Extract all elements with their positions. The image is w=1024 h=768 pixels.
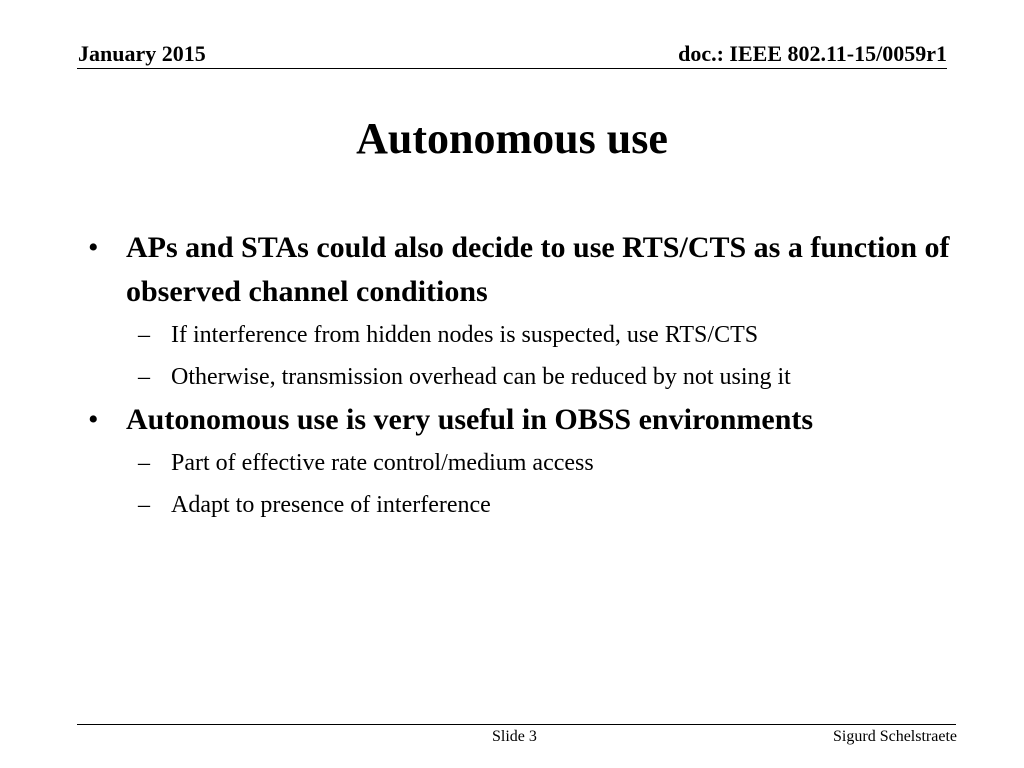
header-date: January 2015 [78,41,206,66]
dash-icon: – [138,364,150,390]
bullet-text: APs and STAs could also decide to use RTS/CTS as a function of observed channel conditions [126,231,950,308]
sub-bullet-text: Part of effective rate control/medium access [171,450,594,476]
sub-bullet-text: If interference from hidden nodes is suspected, use RTS/CTS [171,322,759,348]
sub-bullet-item [76,356,956,398]
footer-divider [77,724,956,725]
bullet-icon: • [88,231,99,264]
bullet-text: Autonomous use is very useful in OBSS environments [126,403,814,436]
slide-title: Autonomous use [356,114,668,163]
sub-bullet-item [76,314,956,356]
bullet-item [76,398,956,442]
sub-bullet-text: Adapt to presence of interference [171,492,491,518]
bullet-item [76,226,956,314]
dash-icon: – [138,450,150,476]
sub-bullet-item [76,484,956,526]
footer-author: Sigurd Schelstraete [833,728,957,745]
bullet-icon: • [88,403,99,436]
header-doc-id: doc.: IEEE 802.11-15/0059r1 [678,41,947,66]
header-divider [77,68,947,69]
slide-number: Slide 3 [492,728,537,745]
slide-body [76,226,956,526]
dash-icon: – [138,492,150,518]
dash-icon: – [138,322,150,348]
sub-bullet-item [76,442,956,484]
sub-bullet-text: Otherwise, transmission overhead can be reduced by not using it [171,364,791,390]
